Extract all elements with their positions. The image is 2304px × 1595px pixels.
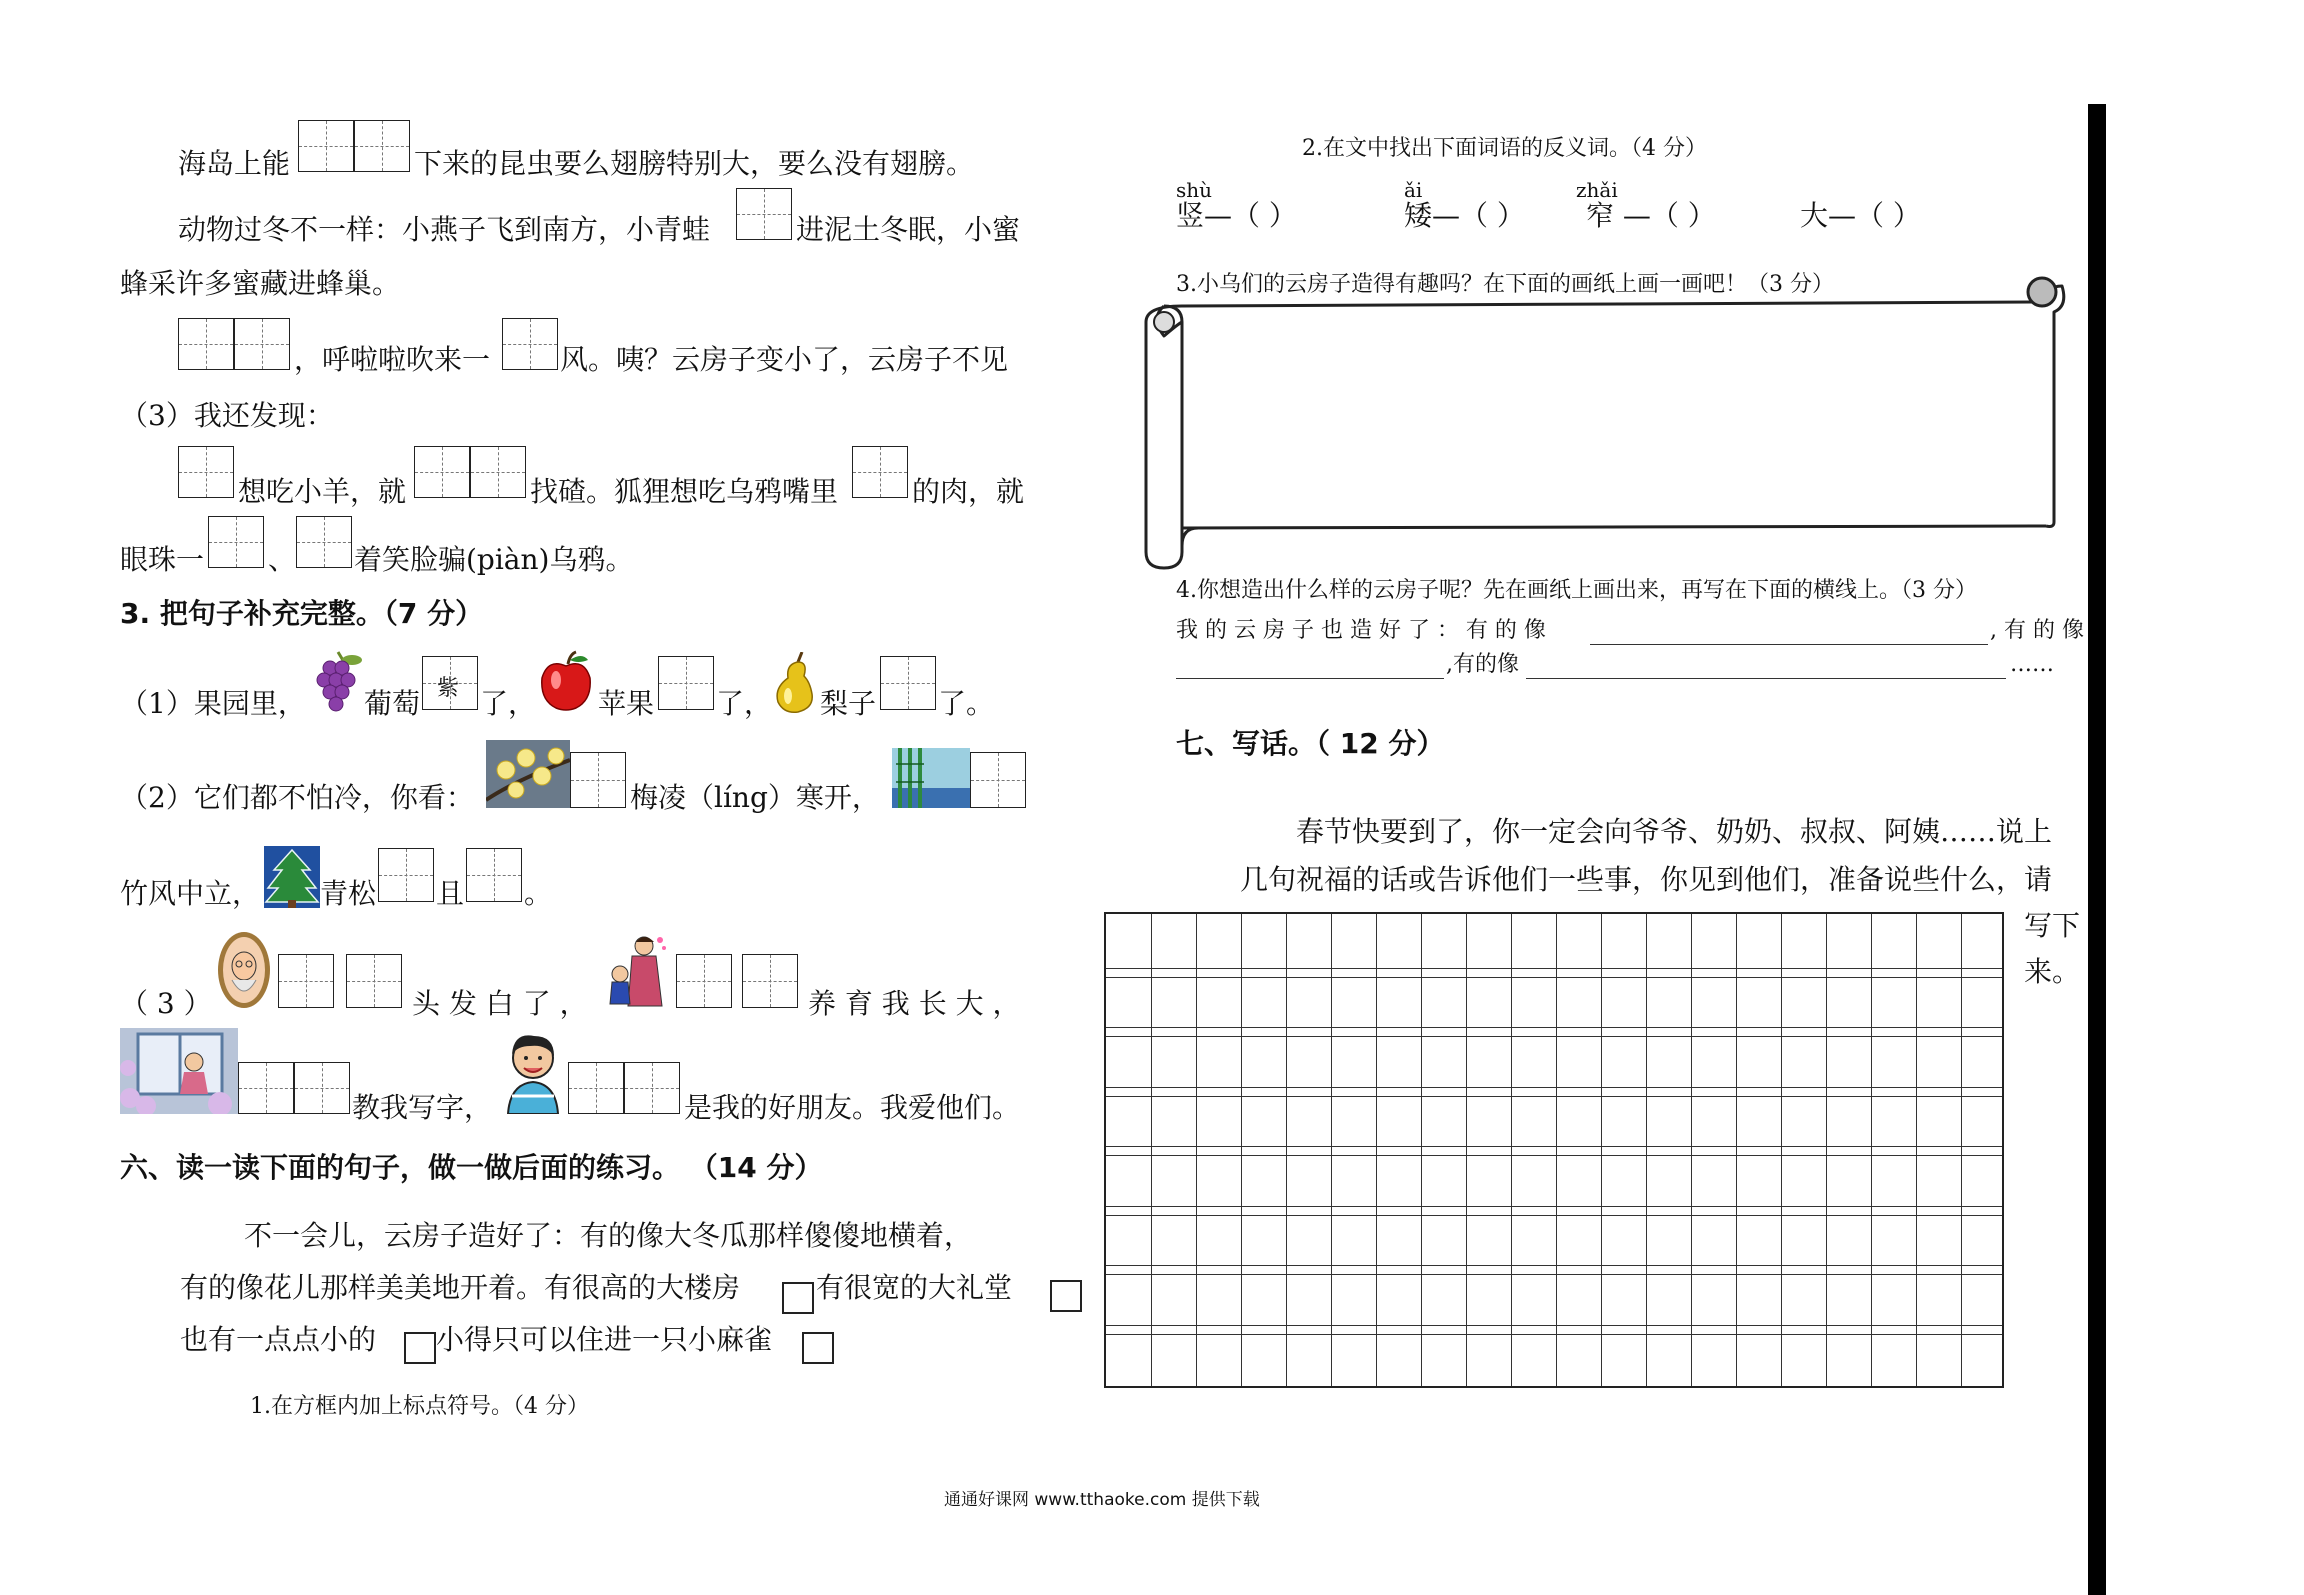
reading-line-2b: 有很宽的大礼堂: [816, 1271, 1013, 1304]
writing-prompt-line-2: 几句祝福的话或告诉他们一些事，你见到他们，准备说些什么，请: [1240, 863, 2053, 896]
pear-image: [770, 652, 818, 714]
passage-line-1b: 下来的昆虫要么翅膀特别大，要么没有翅膀。: [414, 147, 975, 180]
q3-text-d: 教我写字，: [352, 1091, 493, 1124]
grid-column-line: [1646, 914, 1647, 1386]
answer-blank[interactable]: [1526, 678, 2006, 679]
grid-column-line: [1151, 914, 1152, 1386]
q1-text-b: 葡萄: [364, 687, 421, 720]
tianzige-box[interactable]: [568, 1062, 624, 1114]
grapes-image: [308, 648, 364, 712]
antonym-da[interactable]: 大—（ ）: [1800, 199, 1921, 232]
tianzige-box[interactable]: [178, 318, 234, 370]
reading-line-1: 不一会儿，云房子造好了：有的像大冬瓜那样傻傻地横着，: [244, 1219, 973, 1252]
tianzige-box[interactable]: [624, 1062, 680, 1114]
grandpa-portrait-image: [216, 930, 272, 1010]
writing-prompt-line-3a: 写下: [2024, 909, 2081, 942]
grid-column-line: [1511, 914, 1512, 1386]
tianzige-box[interactable]: [570, 752, 626, 808]
grid-column-line: [1916, 914, 1917, 1386]
grid-column-line: [1286, 914, 1287, 1386]
punctuation-box[interactable]: [404, 1332, 436, 1364]
passage-line-5: （3）我还发现：: [120, 399, 334, 432]
reading-line-3b: 小得只可以住进一只小麻雀: [436, 1323, 773, 1356]
teacher-window-image: [120, 1028, 238, 1114]
grid-column-line: [1691, 914, 1692, 1386]
q2-text-e: 且: [436, 877, 465, 910]
grid-column-line: [1826, 914, 1827, 1386]
grid-column-line: [1241, 914, 1242, 1386]
tianzige-box[interactable]: [414, 446, 470, 498]
pinyin-shu: shù: [1176, 178, 1213, 202]
passage-line-6b: 找碴。狐狸想吃乌鸦嘴里: [530, 475, 839, 508]
footer-credit: 通通好课网 www.tthaoke.com 提供下载: [944, 1490, 1260, 1510]
q3-text-b: 头 发 白 了 ，: [412, 987, 588, 1020]
exercise-2-instruction: 2.在文中找出下面词语的反义词。（4 分）: [1302, 136, 1707, 161]
reading-line-2a: 有的像花儿那样美美地开着。有很高的大楼房: [180, 1271, 741, 1304]
grid-column-line: [1421, 914, 1422, 1386]
tianzige-box[interactable]: [346, 954, 402, 1008]
passage-line-6a: 想吃小羊，就: [238, 475, 407, 508]
writing-prompt-line-1: 春节快要到了，你一定会向爷爷、奶奶、叔叔、阿姨……说上: [1296, 815, 2053, 848]
tianzige-box[interactable]: [466, 848, 522, 902]
passage-line-4a: ，呼啦啦吹来一: [294, 343, 491, 376]
q1-text-e: 了，: [716, 687, 773, 720]
exercise-4-line1a: 我 的 云 房 子 也 造 好 了 ： 有 的 像: [1176, 618, 1546, 643]
q2-text-d: 青松: [320, 877, 377, 910]
q2-text-a: （2）它们都不怕冷，你看：: [120, 781, 474, 814]
passage-line-1a: 海岛上能: [178, 147, 291, 180]
grid-column-line: [1601, 914, 1602, 1386]
tianzige-box[interactable]: [880, 656, 936, 710]
q3-text-e: 是我的好朋友。我爱他们。: [684, 1091, 1021, 1124]
answer-blank[interactable]: [1176, 678, 1444, 679]
tianzige-box[interactable]: [354, 120, 410, 172]
section-3-heading: 3. 把句子补充完整。（7 分）: [120, 597, 484, 630]
writing-grid[interactable]: [1104, 912, 2004, 1388]
tianzige-box[interactable]: [736, 188, 792, 240]
exercise-3-instruction: 3.小乌们的云房子造得有趣吗？在下面的画纸上画一画吧！（3 分）: [1176, 272, 1834, 297]
q1-text-f: 梨子: [820, 687, 877, 720]
plum-blossom-image: [486, 740, 570, 808]
section-7-heading: 七、写话。（ 12 分）: [1176, 727, 1445, 760]
pinyin-zhai: zhǎi: [1576, 178, 1618, 202]
tianzige-box[interactable]: [296, 516, 352, 568]
q2-text-f: 。: [524, 877, 553, 910]
passage-line-2b: 进泥土冬眠，小蜜: [796, 213, 1021, 246]
example-answer: 紫: [437, 676, 460, 701]
grid-column-line: [1871, 914, 1872, 1386]
passage-line-4b: 风。咦？云房子变小了，云房子不见: [560, 343, 1009, 376]
q1-text-a: （1）果园里，: [120, 687, 306, 720]
exercise-4-line1b: , 有 的 像: [1990, 618, 2084, 643]
antonym-shu[interactable]: 竖—（ ）: [1176, 199, 1297, 232]
tianzige-box[interactable]: [208, 516, 264, 568]
grid-column-line: [1961, 914, 1962, 1386]
section-6-heading: 六、读一读下面的句子，做一做后面的练习。 （14 分）: [120, 1151, 823, 1184]
tianzige-box[interactable]: [742, 954, 798, 1008]
passage-line-6c: 的肉，就: [912, 475, 1025, 508]
tianzige-box[interactable]: [378, 848, 434, 902]
q3-text-c: 养 育 我 长 大 ，: [808, 987, 1021, 1020]
answer-blank[interactable]: [1590, 644, 1988, 645]
exercise-1-instruction: 1.在方框内加上标点符号。（4 分）: [250, 1394, 589, 1419]
q1-text-c: 了，: [480, 687, 537, 720]
tianzige-box[interactable]: [502, 318, 558, 370]
reading-line-3a: 也有一点点小的: [180, 1323, 377, 1356]
q3-text-a: （ 3 ）: [120, 987, 212, 1020]
page-edge-bar: [2088, 104, 2106, 1595]
drawing-scroll-paper[interactable]: [1142, 266, 2068, 572]
grid-column-line: [1376, 914, 1377, 1386]
grid-column-line: [1556, 914, 1557, 1386]
antonym-ai[interactable]: 矮—（ ）: [1404, 199, 1525, 232]
pinyin-ai: ǎi: [1404, 178, 1423, 202]
punctuation-box[interactable]: [1050, 1280, 1082, 1312]
tianzige-box[interactable]: [278, 954, 334, 1008]
pine-tree-image: [264, 846, 320, 908]
grid-column-line: [1196, 914, 1197, 1386]
passage-line-3: 蜂采许多蜜藏进蜂巢。: [120, 267, 401, 300]
tianzige-box-filled[interactable]: [422, 656, 478, 710]
passage-line-7a: 眼珠一: [120, 543, 205, 576]
q2-text-b: 梅凌（líng）寒开，: [630, 781, 880, 814]
mother-child-image: [602, 934, 668, 1010]
tianzige-box[interactable]: [234, 318, 290, 370]
tianzige-box[interactable]: [298, 120, 354, 172]
writing-prompt-line-3b: 来。: [2024, 955, 2081, 988]
tianzige-box[interactable]: [970, 752, 1026, 808]
passage-line-7c: 着笑脸骗(piàn)乌鸦。: [354, 543, 634, 576]
tianzige-box[interactable]: [294, 1062, 350, 1114]
grid-column-line: [1331, 914, 1332, 1386]
tianzige-box[interactable]: [470, 446, 526, 498]
friend-boy-image: [500, 1032, 566, 1114]
q1-text-d: 苹果: [598, 687, 655, 720]
exercise-4-line2b: ……: [2010, 652, 2054, 677]
grid-column-line: [1466, 914, 1467, 1386]
punctuation-box[interactable]: [782, 1282, 814, 1314]
passage-line-7b: 、: [268, 543, 297, 576]
tianzige-box[interactable]: [852, 446, 908, 498]
tianzige-box[interactable]: [676, 954, 732, 1008]
bamboo-image: [892, 748, 970, 808]
q2-text-c: 竹风中立，: [120, 877, 261, 910]
antonym-zhai[interactable]: 窄 —（ ）: [1586, 199, 1716, 232]
exercise-4-instruction: 4.你想造出什么样的云房子呢？先在画纸上画出来，再写在下面的横线上。（3 分）: [1176, 578, 1977, 603]
exercise-4-line2a: ,有的像: [1446, 652, 1519, 677]
tianzige-box[interactable]: [238, 1062, 294, 1114]
q1-text-g: 了。: [938, 687, 995, 720]
passage-line-2a: 动物过冬不一样：小燕子飞到南方，小青蛙: [178, 213, 711, 246]
apple-image: [536, 650, 596, 712]
grid-column-line: [1781, 914, 1782, 1386]
grid-column-line: [1736, 914, 1737, 1386]
punctuation-box[interactable]: [802, 1332, 834, 1364]
tianzige-box[interactable]: [178, 446, 234, 498]
tianzige-box[interactable]: [658, 656, 714, 710]
